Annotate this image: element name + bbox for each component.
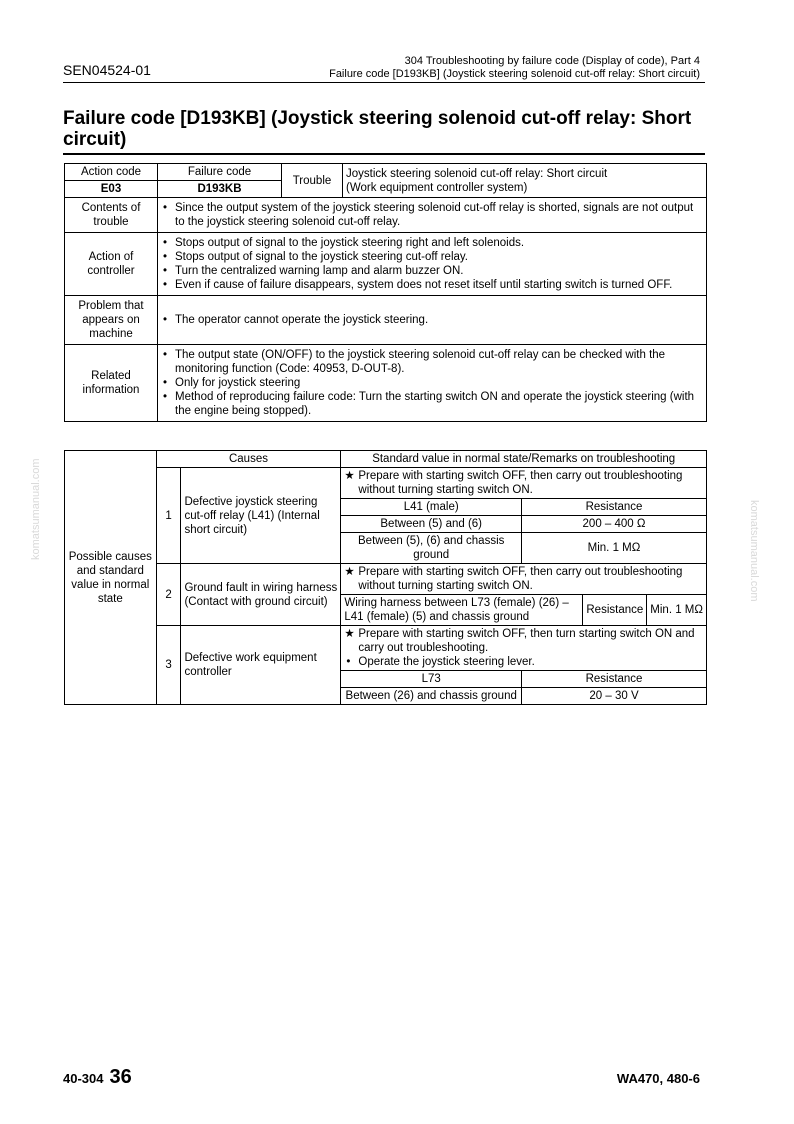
watermark-left: komatsumanual.com — [30, 458, 42, 560]
cause-bullet: • Operate the joystick steering lever. — [344, 655, 703, 669]
problem-cell — [158, 296, 707, 345]
cause-2-note-row — [65, 564, 707, 595]
wiring-line: L41 (female) (5) and chassis ground — [344, 611, 530, 623]
page-number: 36 — [109, 1066, 132, 1088]
measure-point: Between (5), (6) and chassis ground — [341, 533, 522, 564]
related-item: • Only for joystick steering — [161, 376, 703, 390]
measure-point: Between (5) and (6) — [341, 516, 522, 533]
cause-number: 1 — [156, 468, 181, 564]
standard-header: Standard value in normal state/Remarks on troubleshooting — [341, 451, 707, 468]
cause-1-note-row — [65, 468, 707, 499]
cause-text: Defective work equipment controller — [181, 626, 341, 705]
contents-row — [65, 198, 707, 233]
star-note: ★ Prepare with starting switch OFF, then turn starting switch ON and carry out troubleshooting. — [344, 627, 703, 655]
problem-item: • The operator cannot operate the joystick steering. — [161, 313, 703, 327]
title-rule — [63, 153, 705, 155]
action-row — [65, 233, 707, 296]
cause-3-note-row — [65, 626, 707, 671]
cause-note — [341, 468, 707, 499]
codes-label-row — [65, 164, 707, 181]
measure-value: 20 – 30 V — [522, 688, 707, 705]
cause-text — [181, 564, 341, 626]
failure-info-table — [64, 163, 707, 422]
contents-item: • Since the output system of the joystick steering solenoid cut-off relay is shorted, signals are not output to the joystick steering solenoid cut-off relay. — [161, 201, 703, 229]
failure-code-label: Failure code — [158, 164, 282, 181]
related-row — [65, 345, 707, 422]
resistance-header: Resistance — [522, 671, 707, 688]
possible-causes-label: Possible causes and standard value in normal state — [65, 451, 157, 705]
action-code: E03 — [65, 181, 158, 198]
watermark-right: komatsumanual.com — [748, 500, 760, 602]
header-rule — [63, 82, 705, 83]
failure-code: D193KB — [158, 181, 282, 198]
measure-value: Min. 1 MΩ — [522, 533, 707, 564]
related-cell — [158, 345, 707, 422]
related-item: • The output state (ON/OFF) to the joystick steering solenoid cut-off relay can be checked with the monitoring function (Code: 40953, D-OUT-8). — [161, 348, 703, 376]
doc-id: SEN04524-01 — [63, 62, 151, 78]
cause-number: 3 — [156, 626, 181, 705]
problem-row — [65, 296, 707, 345]
contents-label: Contents of trouble — [65, 198, 158, 233]
wiring-line: Wiring harness between L73 (female) (26) – — [344, 597, 569, 609]
running-header — [329, 55, 700, 81]
action-label: Action of controller — [65, 233, 158, 296]
cause-text: Defective joystick steering cut-off relay (L41) (Internal short circuit) — [181, 468, 341, 564]
action-item: • Turn the centralized warning lamp and alarm buzzer ON. — [161, 264, 703, 278]
page-title: Failure code [D193KB] (Joystick steering solenoid cut-off relay: Short circuit) — [63, 108, 692, 150]
action-cell — [158, 233, 707, 296]
action-item: • Stops output of signal to the joystick steering right and left solenoids. — [161, 236, 703, 250]
star-note: ★ Prepare with starting switch OFF, then carry out troubleshooting without turning starting switch ON. — [344, 565, 703, 593]
model-name: WA470, 480-6 — [616, 1071, 700, 1086]
causes-header-row — [65, 451, 707, 468]
connector-header: L41 (male) — [341, 499, 522, 516]
footer-page — [63, 1066, 132, 1089]
measure-point: Between (26) and chassis ground — [341, 688, 522, 705]
trouble-text — [343, 164, 707, 198]
section-line: 304 Troubleshooting by failure code (Display of code), Part 4 — [404, 55, 700, 67]
cause-note — [341, 626, 707, 671]
contents-cell — [158, 198, 707, 233]
causes-table — [64, 450, 707, 705]
action-item: • Stops output of signal to the joystick steering cut-off relay. — [161, 250, 703, 264]
star-note: ★ Prepare with starting switch OFF, then carry out troubleshooting without turning starting switch ON. — [344, 469, 703, 497]
related-label: Related information — [65, 345, 158, 422]
cause-text-line: Ground fault in wiring harness — [184, 581, 338, 594]
problem-label: Problem that appears on machine — [65, 296, 158, 345]
wiring-harness — [341, 595, 583, 626]
trouble-text-line: (Work equipment controller system) — [346, 181, 528, 194]
connector-header: L73 — [341, 671, 522, 688]
measure-value: Min. 1 MΩ — [647, 595, 707, 626]
action-code-label: Action code — [65, 164, 158, 181]
subtitle-line: Failure code [D193KB] (Joystick steering solenoid cut-off relay: Short circuit) — [329, 68, 700, 80]
trouble-text-line: Joystick steering solenoid cut-off relay: Short circuit — [346, 167, 608, 180]
measure-value: 200 – 400 Ω — [522, 516, 707, 533]
trouble-label: Trouble — [282, 164, 343, 198]
related-item: • Method of reproducing failure code: Turn the starting switch ON and operate the joystick steering (with the engine being stopped). — [161, 390, 703, 418]
cause-number: 2 — [156, 564, 181, 626]
action-item: • Even if cause of failure disappears, system does not reset itself until starting switch is turned OFF. — [161, 278, 703, 292]
section-number: 40-304 — [63, 1071, 104, 1086]
cause-note — [341, 564, 707, 595]
cause-text-line: (Contact with ground circuit) — [184, 595, 328, 608]
causes-header: Causes — [156, 451, 341, 468]
resistance-label: Resistance — [583, 595, 647, 626]
resistance-header: Resistance — [522, 499, 707, 516]
